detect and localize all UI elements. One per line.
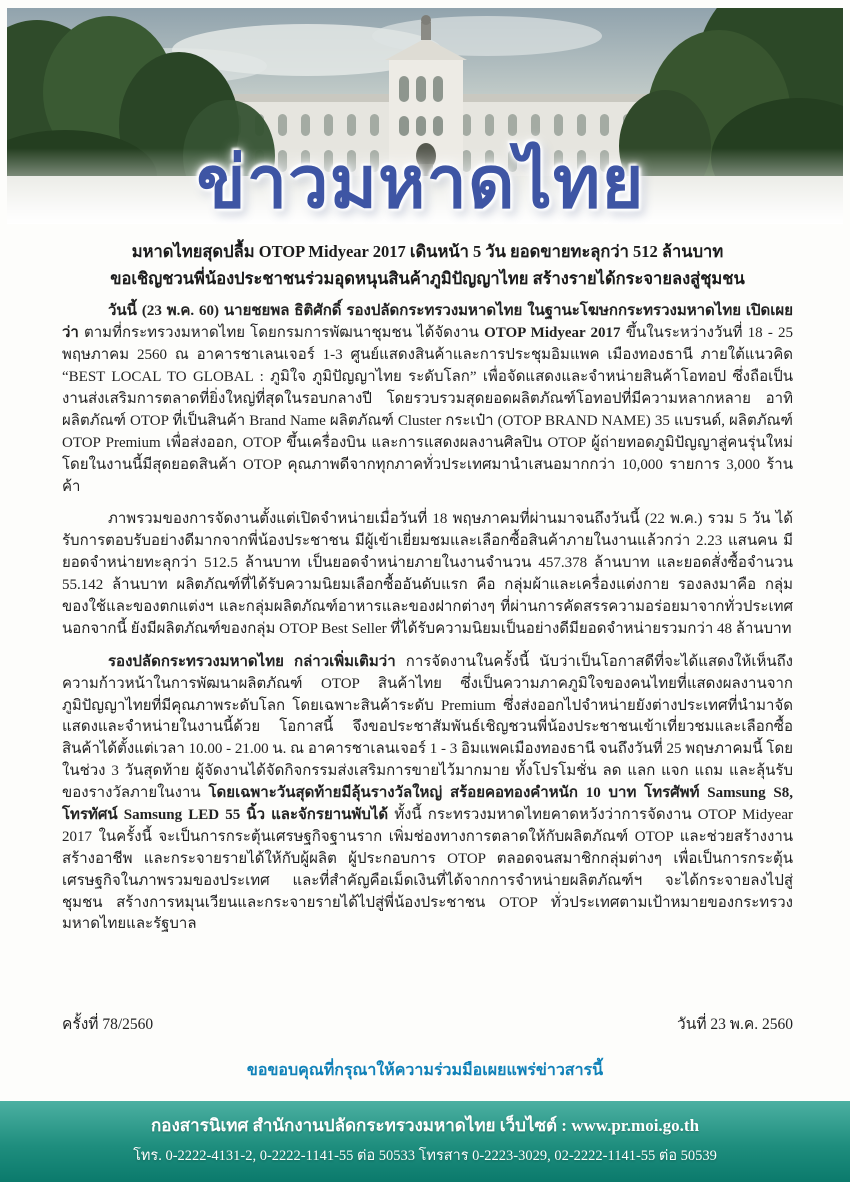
press-release-title [62,238,793,292]
footer-org-line: กองสารนิเทศ สำนักงานปลัดกระทรวงมหาดไทย เว็บไซต์ : www.pr.moi.go.th [150,1116,700,1135]
press-paragraph [62,652,793,937]
paragraph-text: ภาพรวมของการจัดงานตั้งแต่เปิดจำหน่ายเมื่อวันที่ 18 พฤษภาคมที่ผ่านมาจนถึงวันนี้ (22 พ.ค.) รวม 5 วัน ได้รับการตอบรับอย่างดีมากจากพี่น้องประชาชน มีผู้เข้าเยี่ยมชมและเลือกซื้อสินค้าภายในงานแล้วกว่า 2.23 แสนคน มียอดจำหน่ายทะลุกว่า 512.5 ล้านบาท เป็นยอดจำหน่ายภายในงานจำนวน 457.378 ล้านบาท และยอดสั่งซื้อจำนวน 55.142 ล้านบาท ผลิตภัณฑ์ที่ได้รับความนิยมเลือกซื้ออันดับแรก คือ กลุ่มผ้าและเครื่องแต่งกาย รองลงมาคือ กลุ่มของใช้และของตกแต่งฯ และกลุ่มผลิตภัณฑ์อาหารและของฝากต่างๆ ที่ผ่านการคัดสรรความอร่อยมาจากทั่วประเทศ นอกจากนี้ ยังมีผลิตภัณฑ์ของกลุ่ม OTOP Best Seller ที่ได้รับความนิยมเป็นอย่างดีมียอดจำหน่ายรวมกว่า 48 ล้านบาท [62,511,793,637]
title-line-2: ขอเชิญชวนพี่น้องประชาชนร่วมอุดหนุนสินค้าภูมิปัญญาไทย สร้างรายได้กระจายลงสู่ชุมชน [110,269,745,289]
issue-number: ครั้งที่ 78/2560 [62,1016,154,1033]
paragraph-text-bold: โดยเฉพาะวันสุดท้ายมีลุ้นรางวัลใหญ่ สร้อยคอทองคำหนัก 10 บาท โทรศัพท์ Samsung S8, โทรทัศน์ Samsung LED 55 นิ้ว และจักรยานพับได้ [62,785,793,824]
footer-phone-line: โทร. 0-2222-4131-2, 0-2222-1141-55 ต่อ 50533 โทรสาร 0-2223-3029, 02-2222-1141-55 ต่อ 50539 [133,1148,717,1165]
meta-row [62,1011,793,1036]
document-body [0,224,850,936]
release-date: วันที่ 23 พ.ค. 2560 [677,1016,793,1033]
thanks-note: ขอขอบคุณที่กรุณาให้ความร่วมมือเผยแพร่ข่าวสารนี้ [246,1062,604,1079]
title-line-1: มหาดไทยสุดปลื้ม OTOP Midyear 2017 เดินหน้า 5 วัน ยอดขายทะลุกว่า 512 ล้านบาท [131,242,724,261]
paragraph-text: การจัดงานในครั้งนี้ นับว่าเป็นโอกาสดีที่จะได้แสดงให้เห็นถึงความก้าวหน้าในการพัฒนาผลิตภัณฑ์ OTOP สินค้าไทย ซึ่งเป็นความภาคภูมิใจของคนไทยที่แสดงผลงานจากภูมิปัญญาไทยที่มีคุณภาพระดับโลก โดยเฉพาะสินค้าระดับ Premium ซึ่งส่งออกไปจำหน่ายยังต่างประเทศที่นำมาจัดแสดงและจำหน่ายในงานนี้ด้วย โอกาสนี้ จึงขอประชาสัมพันธ์เชิญชวนพี่น้องประชาชนเข้าเที่ยวชมและเลือกซื้อสินค้าได้ตั้งแต่เวลา 10.00 - 21.00 น. ณ อาคารชาเลนเจอร์ 1 - 3 อิมแพคเมืองทองธานี จนถึงวันที่ 25 พฤษภาคมนี้ โดยในช่วง 3 วันสุดท้าย ผู้จัดงานได้จัดกิจกรรมส่งเสริมการขายไว้มากมาย ทั้งโปรโมชั่น ลด แลก แจก แถม และลุ้นรับของรางวัลภายในงาน [62,653,794,802]
masthead-title: ข่าวมหาดไทย [196,139,645,224]
paragraph-text: ตามที่กระทรวงมหาดไทย โดยกรมการพัฒนาชุมชน ได้จัดงาน [78,325,485,342]
paragraph-text-bold: วันนี้ (23 พ.ค. 60) นายชยพล ธิติศักดิ์ รองปลัดกระทรวงมหาดไทย ในฐานะโฆษกกระทรวงมหาดไทย เปิดเผยว่า [62,303,793,342]
press-paragraph [62,301,793,498]
header-banner [7,8,843,224]
footer-bar [0,1101,850,1182]
press-paragraph [62,509,793,640]
paragraph-text: ขึ้นในระหว่างวันที่ 18 - 25 พฤษภาคม 2560 ณ อาคารชาเลนเจอร์ 1-3 ศูนย์แสดงสินค้าและการประชุมอิมแพค เมืองทองธานี ภายใต้แนวคิด “BEST LOCAL TO GLOBAL : ภูมิใจ ภูมิปัญญาไทย ระดับโลก” เพื่อจัดแสดงและจำหน่ายสินค้าโอทอป ซึ่งถือเป็นงานส่งเสริมการตลาดที่ยิ่งใหญ่ที่สุดในรอบกลางปี โดยรวบรวมสุดยอดผลิตภัณฑ์โอทอปที่มีความหลากหลาย อาทิ ผลิตภัณฑ์ OTOP ที่เป็นสินค้า Brand Name ผลิตภัณฑ์ Cluster กระเป๋า (OTOP BRAND NAME) 35 แบรนด์, ผลิตภัณฑ์ OTOP Premium เพื่อส่งออก, OTOP ขึ้นเครื่องบิน และการแสดงผลงานศิลปิน OTOP ผู้ถ่ายทอดภูมิปัญญาสู่คนรุ่นใหม่ โดยในงานนี้มีสุดยอดสินค้า OTOP คุณภาพดีจากทุกภาคทั่วประเทศมานำเสนอมากกว่า 10,000 รายการ 3,000 ร้านค้า [62,325,793,495]
paragraph-text-bold: OTOP Midyear 2017 [484,325,621,342]
press-paragraphs [62,301,793,936]
paragraph-text-bold: รองปลัดกระทรวงมหาดไทย กล่าวเพิ่มเติมว่า [108,653,396,670]
paragraph-text: ทั้งนี้ กระทรวงมหาดไทยคาดหวังว่าการจัดงาน OTOP Midyear 2017 ในครั้งนี้ จะเป็นการกระตุ้นเศรษฐกิจฐานราก เพิ่มช่องทางการตลาดให้กับผลิตภัณฑ์ OTOP และช่วยสร้างงาน สร้างอาชีพ และกระจายรายได้ให้กับผู้ผลิต ผู้ประกอบการ OTOP ตลอดจนสมาชิกกลุ่มต่างๆ เพื่อเป็นการกระตุ้นเศรษฐกิจในภาพรวมของประเทศ และที่สำคัญคือเม็ดเงินที่ได้จากการจำหน่ายผลิตภัณฑ์ฯ จะได้กระจายลงไปสู่ชุมชน สร้างการหมุนเวียนและกระจายรายได้ไปสู่พี่น้องประชาชน OTOP ทั่วประเทศตามเป้าหมายของกระทรวงมหาดไทยและรัฐบาล [62,807,793,933]
